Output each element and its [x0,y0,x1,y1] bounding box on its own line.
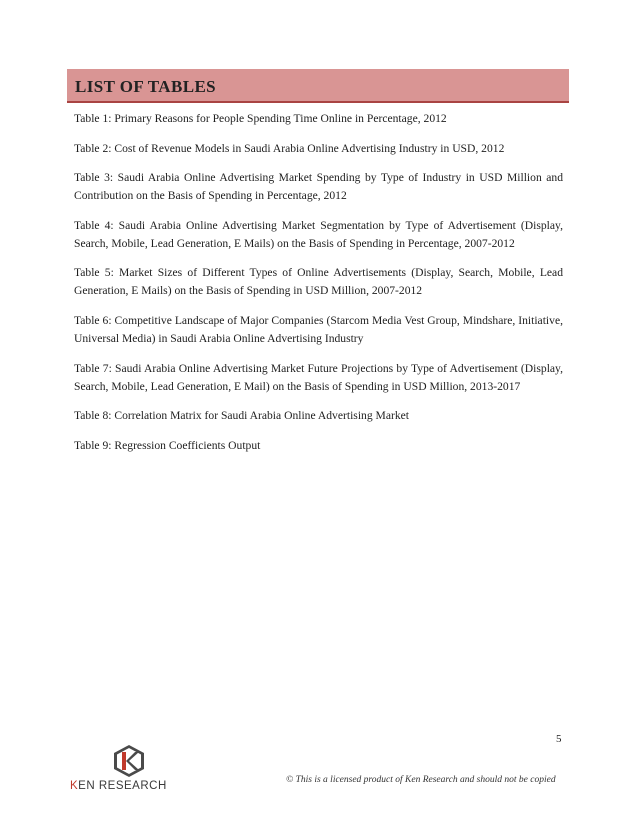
toc-entry-table-7[interactable]: Table 7: Saudi Arabia Online Advertising Market Future Projections by Type of Advertisement (Display, Search, Mobile, Lead Generation, E Mail) on the Basis of Spending in USD Million, 2013-2017 [74,361,563,393]
copyright-notice: © This is a licensed product of Ken Research and should not be copied [286,775,556,785]
toc-entry-table-4[interactable]: Table 4: Saudi Arabia Online Advertising Market Segmentation by Type of Advertisement (Display, Search, Mobile, Lead Generation, E Mails) on the Basis of Spending in Percentage, 2007-2012 [74,218,563,250]
ken-research-logo [70,745,180,797]
page-number: 5 [556,733,562,745]
logo-wordmark-rest: EN RESEARCH [78,780,167,792]
toc-entry-table-2[interactable]: Table 2: Cost of Revenue Models in Saudi Arabia Online Advertising Industry in USD, 2012 [74,141,505,155]
table-of-contents-list [74,110,563,462]
toc-entry-table-9[interactable]: Table 9: Regression Coefficients Output [74,438,261,452]
toc-entry-table-8[interactable]: Table 8: Correlation Matrix for Saudi Arabia Online Advertising Market [74,409,410,423]
logo-wordmark-k: K [70,780,79,792]
toc-entry-table-3[interactable]: Table 3: Saudi Arabia Online Advertising Market Spending by Type of Industry in USD Million and Contribution on the Basis of Spending in Percentage, 2012 [74,171,563,203]
toc-entry-table-5[interactable]: Table 5: Market Sizes of Different Types of Online Advertisements (Display, Search, Mobile, Lead Generation, E Mails) on the Basis of Spending in USD Million, 2007-2012 [74,266,563,298]
page-title: LIST OF TABLES [75,77,217,96]
logo-wordmark [70,780,167,792]
ken-research-logo-mark-icon [114,745,144,777]
toc-entry-table-1[interactable]: Table 1: Primary Reasons for People Spending Time Online in Percentage, 2012 [74,112,447,125]
toc-entry-table-6[interactable]: Table 6: Competitive Landscape of Major Companies (Starcom Media Vest Group, Mindshare, Initiative, Universal Media) in Saudi Arabia Online Advertising Industry [74,313,563,345]
list-of-tables-heading-bar [67,69,569,103]
